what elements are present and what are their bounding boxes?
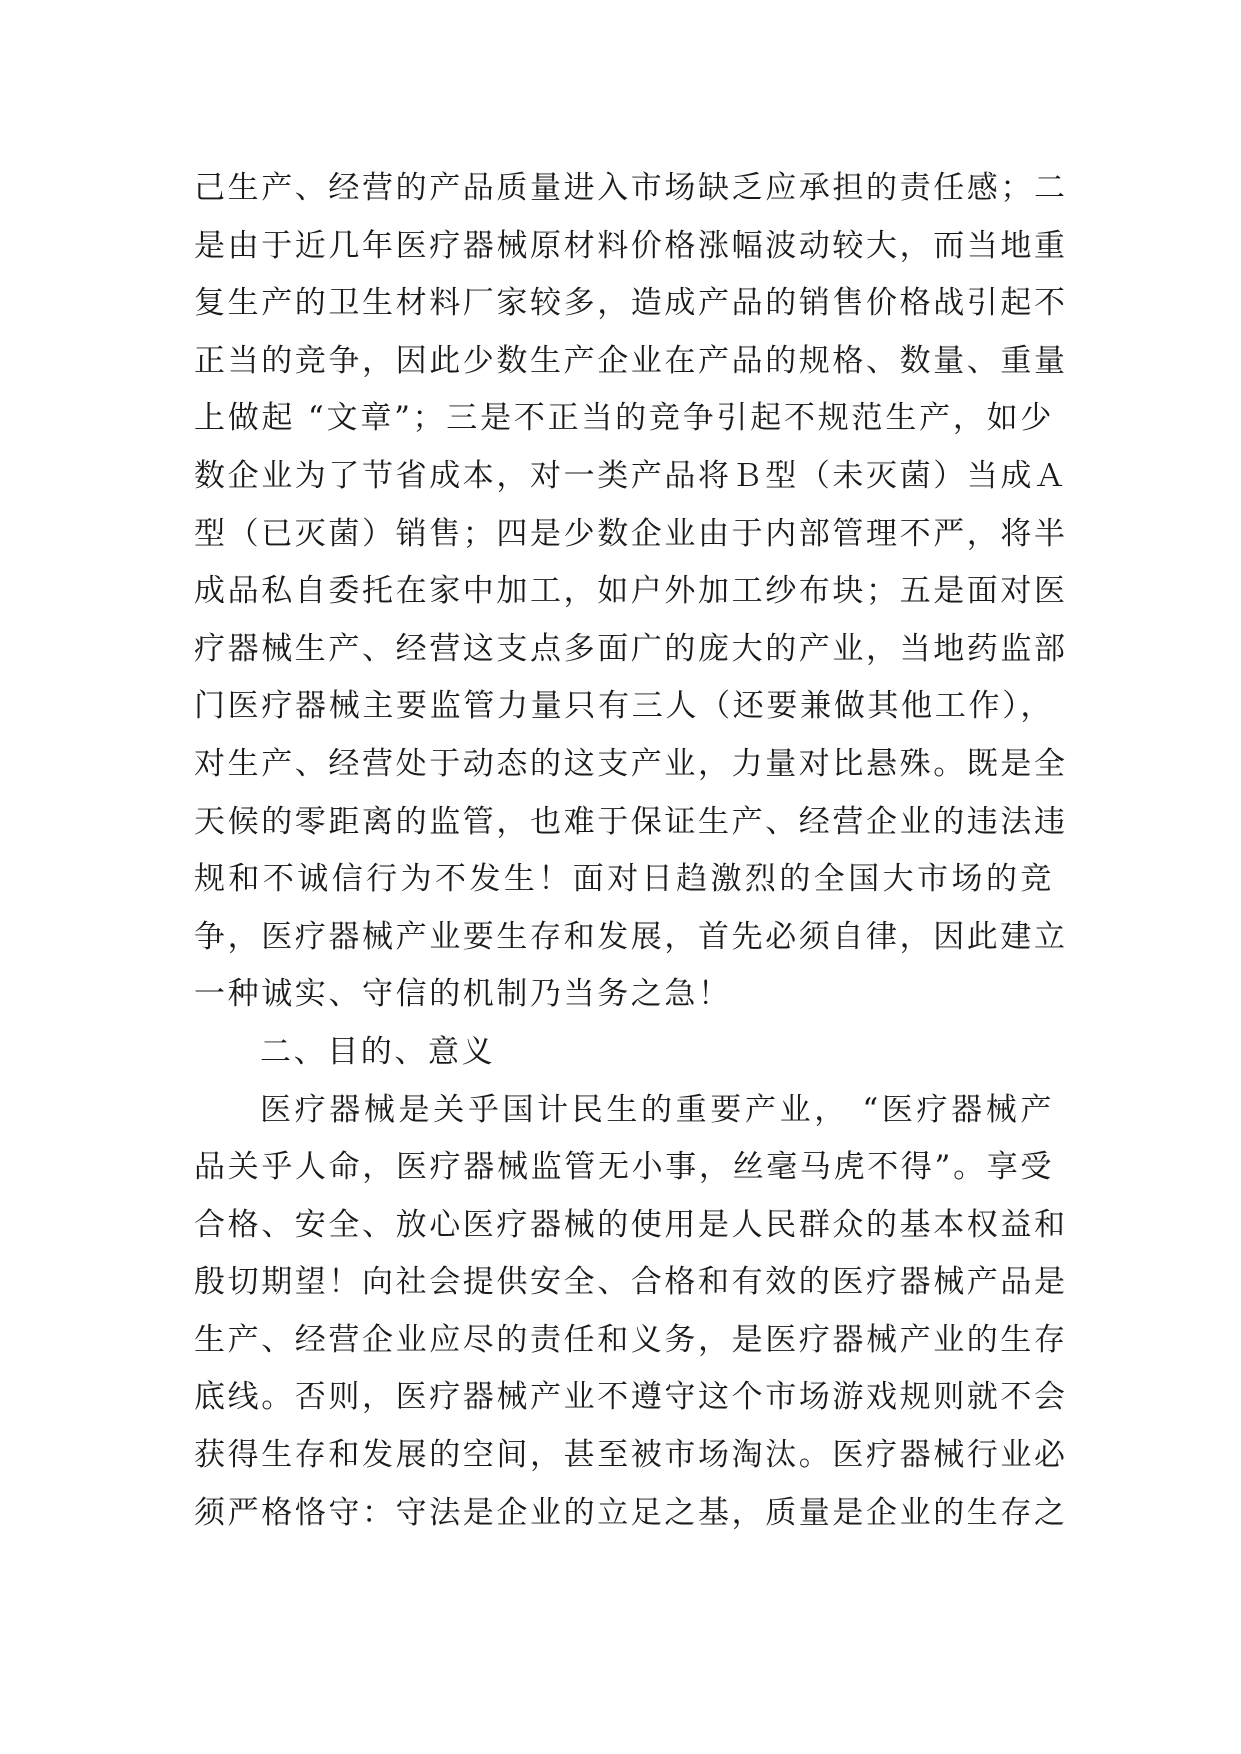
text-line: 品关乎人命，医疗器械监管无小事，丝毫马虎不得”。享受 (194, 1149, 1054, 1186)
text-line: 底线。否则，医疗器械产业不遵守这个市场游戏规则就不会 (194, 1379, 1068, 1416)
text-line: 复生产的卫生材料厂家较多，造成产品的销售价格战引起不 (194, 285, 1068, 322)
text-line: 型（已灭菌）销售；四是少数企业由于内部管理不严，将半 (194, 515, 1068, 552)
text-line: 殷切期望！向社会提供安全、合格和有效的医疗器械产品是 (194, 1264, 1068, 1301)
document-body (194, 160, 1068, 1542)
text-line: 一种诚实、守信的机制乃当务之急！ (194, 976, 732, 1013)
text-line: 争，医疗器械产业要生存和发展，首先必须自律，因此建立 (194, 918, 1068, 955)
text-line: 正当的竞争，因此少数生产企业在产品的规格、数量、重量 (194, 342, 1068, 379)
text-line: 生产、经营企业应尽的责任和义务，是医疗器械产业的生存 (194, 1321, 1068, 1358)
section-heading-text: 二、目的、意义 (260, 1033, 496, 1070)
text-line: 获得生存和发展的空间，甚至被市场淘汰。医疗器械行业必 (194, 1437, 1068, 1474)
text-line: 医疗器械是关乎国计民生的重要产业， “医疗器械产 (260, 1091, 1054, 1128)
paragraph-problems (194, 160, 1068, 1024)
text-line: 疗器械生产、经营这支点多面广的庞大的产业，当地药监部 (194, 630, 1068, 667)
text-line: 天候的零距离的监管，也难于保证生产、经营企业的违法违 (194, 803, 1068, 840)
text-line: 对生产、经营处于动态的这支产业，力量对比悬殊。既是全 (194, 745, 1068, 782)
text-line: 己生产、经营的产品质量进入市场缺乏应承担的责任感；二 (194, 170, 1068, 206)
section-heading (194, 1024, 1054, 1082)
text-line: 数企业为了节省成本，对一类产品将Ｂ型（未灭菌）当成Ａ (194, 457, 1068, 494)
text-line: 上做起 “文章”；三是不正当的竞争引起不规范生产，如少 (194, 400, 1054, 437)
text-line: 门医疗器械主要监管力量只有三人（还要兼做其他工作）， (194, 688, 1054, 725)
text-line: 是由于近几年医疗器械原材料价格涨幅波动较大，而当地重 (194, 227, 1068, 264)
text-line: 规和不诚信行为不发生！面对日趋激烈的全国大市场的竞 (194, 861, 1054, 898)
text-line: 成品私自委托在家中加工，如户外加工纱布块；五是面对医 (194, 573, 1068, 610)
paragraph-purpose (194, 1082, 1068, 1543)
text-line: 合格、安全、放心医疗器械的使用是人民群众的基本权益和 (194, 1206, 1068, 1243)
text-line: 须严格恪守：守法是企业的立足之基，质量是企业的生存之 (194, 1494, 1068, 1531)
